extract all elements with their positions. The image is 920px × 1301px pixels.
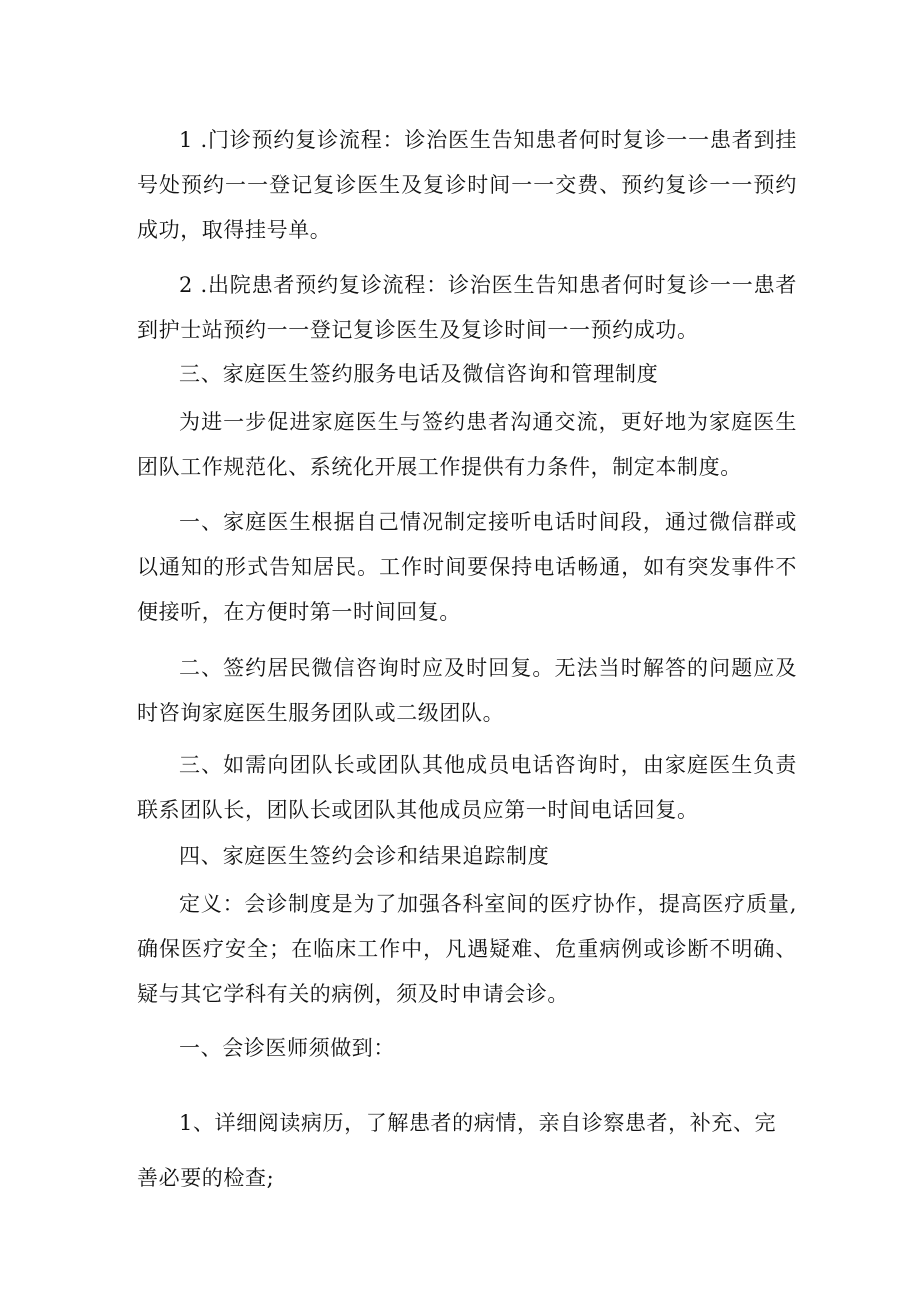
duty-item-1-line-2: 善必要的检查; (137, 1166, 275, 1190)
paragraph-rule-one: 一、家庭医生根据自己情况制定接听电话时间段，通过微信群或以通知的形式告知居民。工作时间要保持电话畅通，如有突发事件不便接听，在方便时第一时间回复。 (137, 510, 797, 624)
duty-item-1-line-1: 1、详细阅读病历，了解患者的病情，亲自诊察患者，补充、完 (179, 1111, 777, 1135)
paragraph-system-purpose: 为进一步促进家庭医生与签约患者沟通交流，更好地为家庭医生团队工作规范化、系统化开展工作提供有力条件，制定本制度。 (137, 410, 797, 479)
section-heading-consultation-system: 四、家庭医生签约会诊和结果追踪制度 (179, 844, 550, 868)
paragraph-rule-two: 二、签约居民微信咨询时应及时回复。无法当时解答的问题应及时咨询家庭医生服务团队或二级团队。 (137, 656, 797, 725)
subheading-consulting-physician-duties: 一、会诊医师须做到： (179, 1036, 395, 1060)
section-heading-phone-wechat-system: 三、家庭医生签约服务电话及微信咨询和管理制度 (179, 362, 659, 386)
paragraph-consultation-definition: 定义：会诊制度是为了加强各科室间的医疗协作，提高医疗质量,确保医疗安全；在临床工作中，凡遇疑难、危重病例或诊断不明确、疑与其它学科有关的病例，须及时申请会诊。 (137, 892, 797, 1006)
paragraph-discharge-followup-process: 2 .出院患者预约复诊流程：诊治医生告知患者何时复诊一一患者到护士站预约一一登记复诊医生及复诊时间一一预约成功。 (137, 273, 797, 342)
paragraph-rule-three: 三、如需向团队长或团队其他成员电话咨询时，由家庭医生负责联系团队长，团队长或团队其他成员应第一时间电话回复。 (137, 753, 797, 822)
paragraph-outpatient-followup-process: 1 .门诊预约复诊流程：诊治医生告知患者何时复诊一一患者到挂号处预约一一登记复诊医生及复诊时间一一交费、预约复诊一一预约成功，取得挂号单。 (137, 128, 797, 242)
